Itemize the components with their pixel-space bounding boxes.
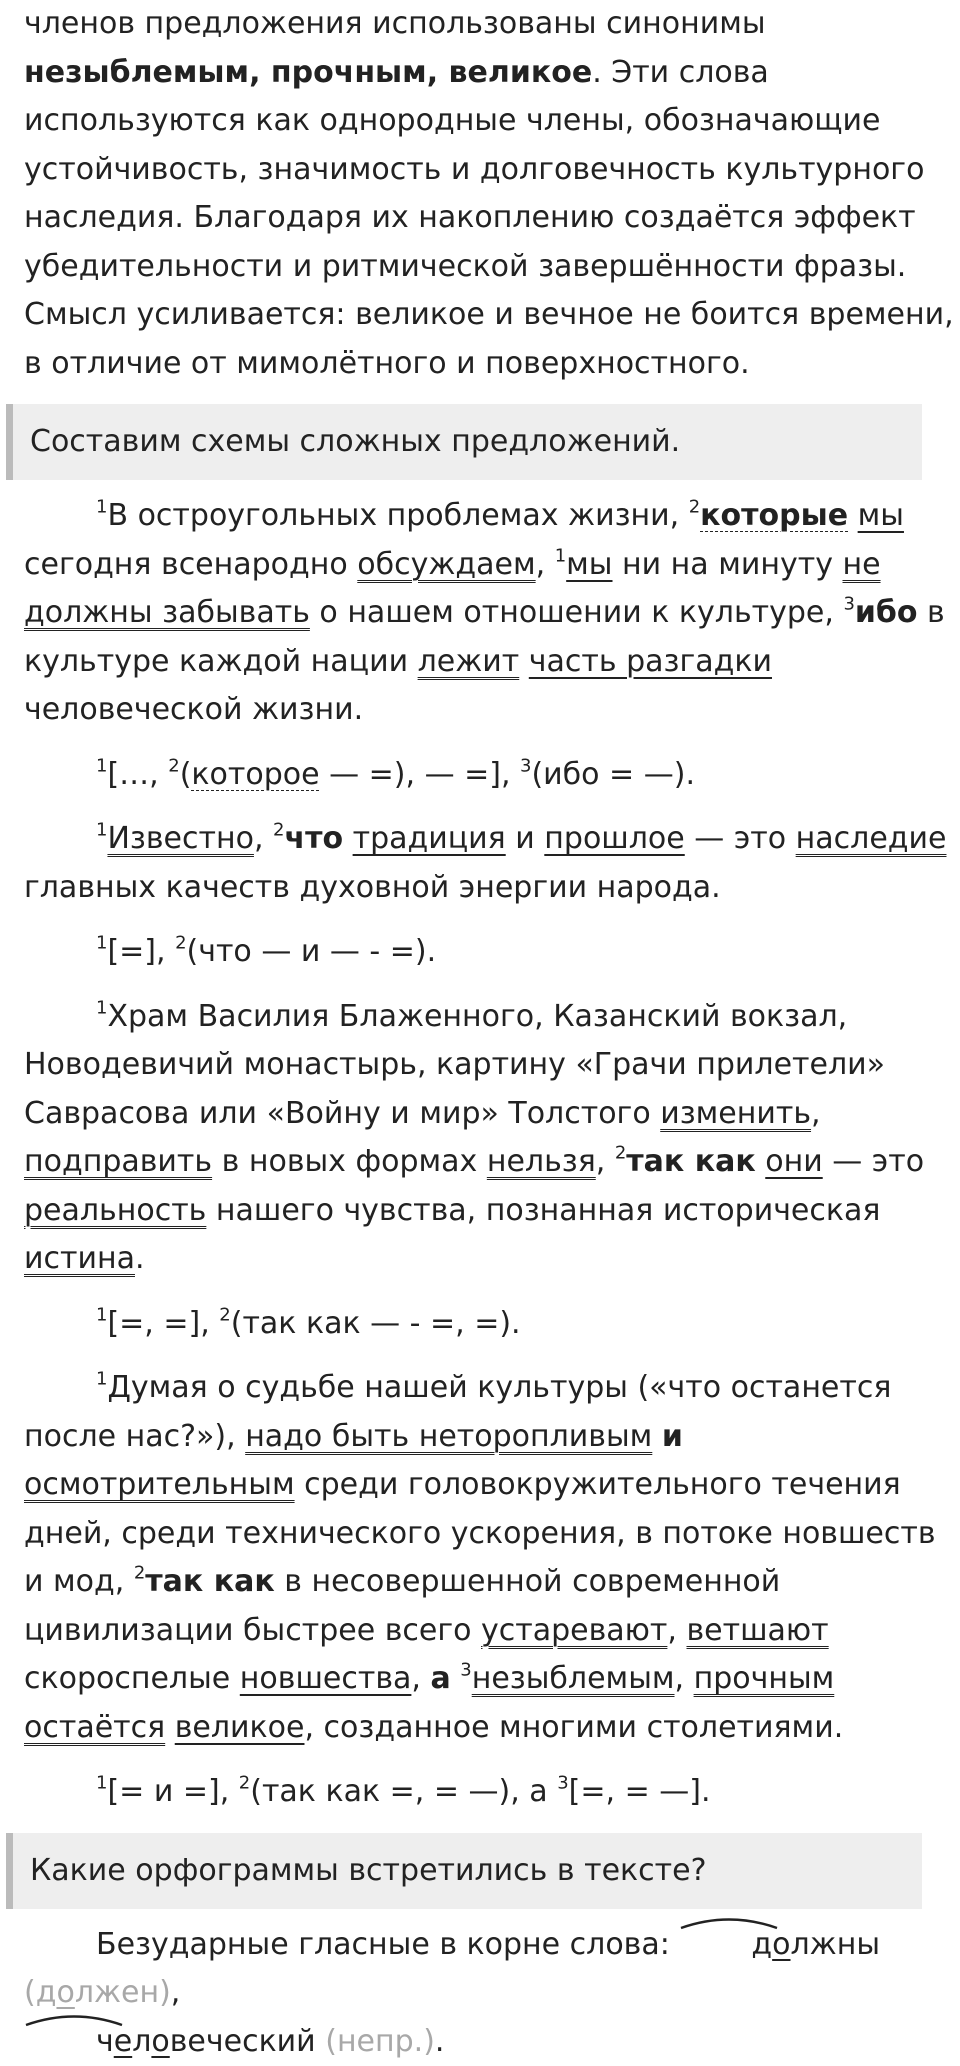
text: , xyxy=(536,547,555,582)
predicate: не должны забывать xyxy=(24,547,881,631)
text: веческий xyxy=(170,2024,316,2059)
conjunction: ибо xyxy=(855,595,918,630)
predicate: обсуждаем xyxy=(357,547,535,582)
text: л xyxy=(132,2024,151,2059)
text: ( xyxy=(180,757,192,792)
check-word: (непр.) xyxy=(325,2024,435,2059)
subject: мы xyxy=(566,547,612,582)
word-root-chelovecheskiy xyxy=(24,2018,170,2066)
clause-number: 1 xyxy=(96,997,107,1018)
scheme-3 xyxy=(24,1300,958,1349)
clause-number: 1 xyxy=(96,755,107,776)
text: (ибо = —). xyxy=(531,757,695,792)
sentence-4 xyxy=(24,1364,958,1752)
text: среди головокружительного течения дней, среди технического ускорения, в потоке новшеств и мод, xyxy=(24,1467,936,1599)
clause-number: 3 xyxy=(460,1659,471,1680)
text: о нашем отношении к культуре, xyxy=(310,595,844,630)
text xyxy=(652,1419,662,1454)
predicate: ветшают xyxy=(686,1613,828,1648)
text: ч xyxy=(96,2024,114,2059)
text: членов предложения использованы синонимы xyxy=(24,6,766,41)
text: . xyxy=(435,2024,445,2059)
text: , xyxy=(411,1661,430,1696)
sentence-2 xyxy=(24,815,958,912)
text xyxy=(451,1661,461,1696)
predicate: подправить xyxy=(24,1144,212,1179)
clause-number: 2 xyxy=(219,1304,230,1325)
subject: часть разгадки xyxy=(529,644,772,679)
vowel: о xyxy=(56,1975,74,2010)
sentence-1 xyxy=(24,492,958,735)
clause-number: 2 xyxy=(168,755,179,776)
text: [=], xyxy=(107,934,175,969)
text: (д xyxy=(24,1975,56,2010)
clause-number: 1 xyxy=(96,1304,107,1325)
predicate: нельзя xyxy=(487,1144,596,1179)
text: лжен) xyxy=(75,1975,171,2010)
text: , xyxy=(254,821,273,856)
vowel: о xyxy=(151,2024,169,2059)
predicate: Известно xyxy=(107,821,253,856)
scheme-2 xyxy=(24,928,958,977)
text: в несовершенной современной цивилизации быстрее всего xyxy=(24,1564,780,1648)
predicate: незыблемым xyxy=(472,1661,675,1696)
text: (что — и — - =). xyxy=(187,934,437,969)
text: — это xyxy=(823,1144,924,1179)
conjunction: что xyxy=(284,821,343,856)
predicate: реальность xyxy=(24,1193,206,1228)
text: д xyxy=(751,1927,772,1962)
text: [=, = —]. xyxy=(569,1774,711,1809)
text: нашего чувства, познанная историческая xyxy=(206,1193,880,1228)
text: . Эти слова используются как однородные члены, обозначающие устойчивость, значимость и долговечность культурного наследия. Благодаря их накоплению создаётся эффект убедительности и ритмической завершённости фразы. Смысл усиливается: великое и вечное не боится времени, в отличие от мимолётного и поверхностного. xyxy=(24,55,954,381)
synonyms-bold: незыблемым, прочным, великое xyxy=(24,55,592,90)
subject: мы xyxy=(858,498,904,533)
predicate: устаревают xyxy=(481,1613,667,1648)
text: и xyxy=(506,821,545,856)
section-heading-schemes: Составим схемы сложных предложений. xyxy=(6,404,922,480)
clause-number: 2 xyxy=(689,496,700,517)
scheme-1 xyxy=(24,751,958,800)
text: , xyxy=(667,1613,686,1648)
text xyxy=(343,821,353,856)
clause-number: 1 xyxy=(96,1368,107,1389)
orthogram-paragraph xyxy=(24,1921,958,2066)
text: В остроугольных проблемах жизни, xyxy=(107,498,688,533)
clause-number: 2 xyxy=(273,819,284,840)
conjunction: так как xyxy=(626,1144,755,1179)
predicate: надо быть неторопливым xyxy=(245,1419,652,1454)
conjunction: и xyxy=(662,1419,683,1454)
predicate: осмотрительным xyxy=(24,1467,295,1502)
vowel: о xyxy=(772,1927,790,1962)
section-heading-orthograms: Какие орфограммы встретились в тексте? xyxy=(6,1833,922,1909)
text: , xyxy=(596,1144,615,1179)
clause-number: 1 xyxy=(555,545,566,566)
text: , xyxy=(811,1096,821,1131)
clause-number: 2 xyxy=(239,1772,250,1793)
subject: новшества xyxy=(240,1661,412,1696)
text xyxy=(519,644,529,679)
clause-number: 1 xyxy=(96,1772,107,1793)
clause-number: 1 xyxy=(96,932,107,953)
text: . xyxy=(135,1241,145,1276)
clause-number: 3 xyxy=(843,593,854,614)
word-root-dolzhny xyxy=(679,1921,880,1970)
scheme-4 xyxy=(24,1768,958,1817)
sentence-3 xyxy=(24,993,958,1284)
subject: традиция xyxy=(353,821,506,856)
conjunction: так как xyxy=(145,1564,274,1599)
text xyxy=(756,1144,766,1179)
clause-number: 1 xyxy=(96,819,107,840)
conjunction: а xyxy=(430,1661,450,1696)
clause-number: 2 xyxy=(134,1562,145,1583)
clause-number: 3 xyxy=(520,755,531,776)
text: [= и =], xyxy=(107,1774,238,1809)
text: Храм Василия Блаженного, Казанский вокзал, Новодевичий монастырь, картину «Грачи прилетели» Саврасова или «Войну и мир» Толстого xyxy=(24,999,885,1131)
text xyxy=(165,1710,175,1745)
text: ни на минуту xyxy=(613,547,843,582)
subject: прошлое xyxy=(544,821,684,856)
clause-number: 2 xyxy=(615,1142,626,1163)
vowel: е xyxy=(114,2024,132,2059)
predicate: прочным остаётся xyxy=(24,1661,834,1745)
text: […, xyxy=(107,757,168,792)
explanation-paragraph xyxy=(24,0,958,388)
text: — =), — =], xyxy=(320,757,520,792)
text: человеческой жизни. xyxy=(24,692,363,727)
clause-number: 3 xyxy=(557,1772,568,1793)
text: — это xyxy=(685,821,796,856)
clause-number: 1 xyxy=(96,496,107,517)
subject: они xyxy=(765,1144,822,1179)
text: (так как — - =, =). xyxy=(231,1306,521,1341)
text: в культуре каждой нации xyxy=(24,595,945,679)
relative-word: которое xyxy=(191,757,319,792)
subject: великое xyxy=(175,1710,305,1745)
predicate: наследие xyxy=(796,821,947,856)
text: Думая о судьбе нашей культуры («что останется после нас?»), xyxy=(24,1370,891,1454)
text: в новых формах xyxy=(212,1144,487,1179)
text: Безударные гласные в корне слова: xyxy=(96,1927,679,1962)
relative-word: которые xyxy=(700,498,848,533)
text: сегодня всенародно xyxy=(24,547,357,582)
clause-number: 2 xyxy=(175,932,186,953)
predicate: истина xyxy=(24,1241,135,1276)
text: , xyxy=(675,1661,694,1696)
text: скороспелые xyxy=(24,1661,240,1696)
text: лжны xyxy=(791,1927,881,1962)
text: [=, =], xyxy=(107,1306,219,1341)
predicate: лежит xyxy=(418,644,520,679)
text: , созданное многими столетиями. xyxy=(304,1710,843,1745)
text: , xyxy=(171,1975,181,2010)
text: главных качеств духовной энергии народа. xyxy=(24,870,721,905)
predicate: изменить xyxy=(660,1096,811,1131)
text: (так как =, = —), а xyxy=(250,1774,557,1809)
check-word xyxy=(24,1975,171,2010)
